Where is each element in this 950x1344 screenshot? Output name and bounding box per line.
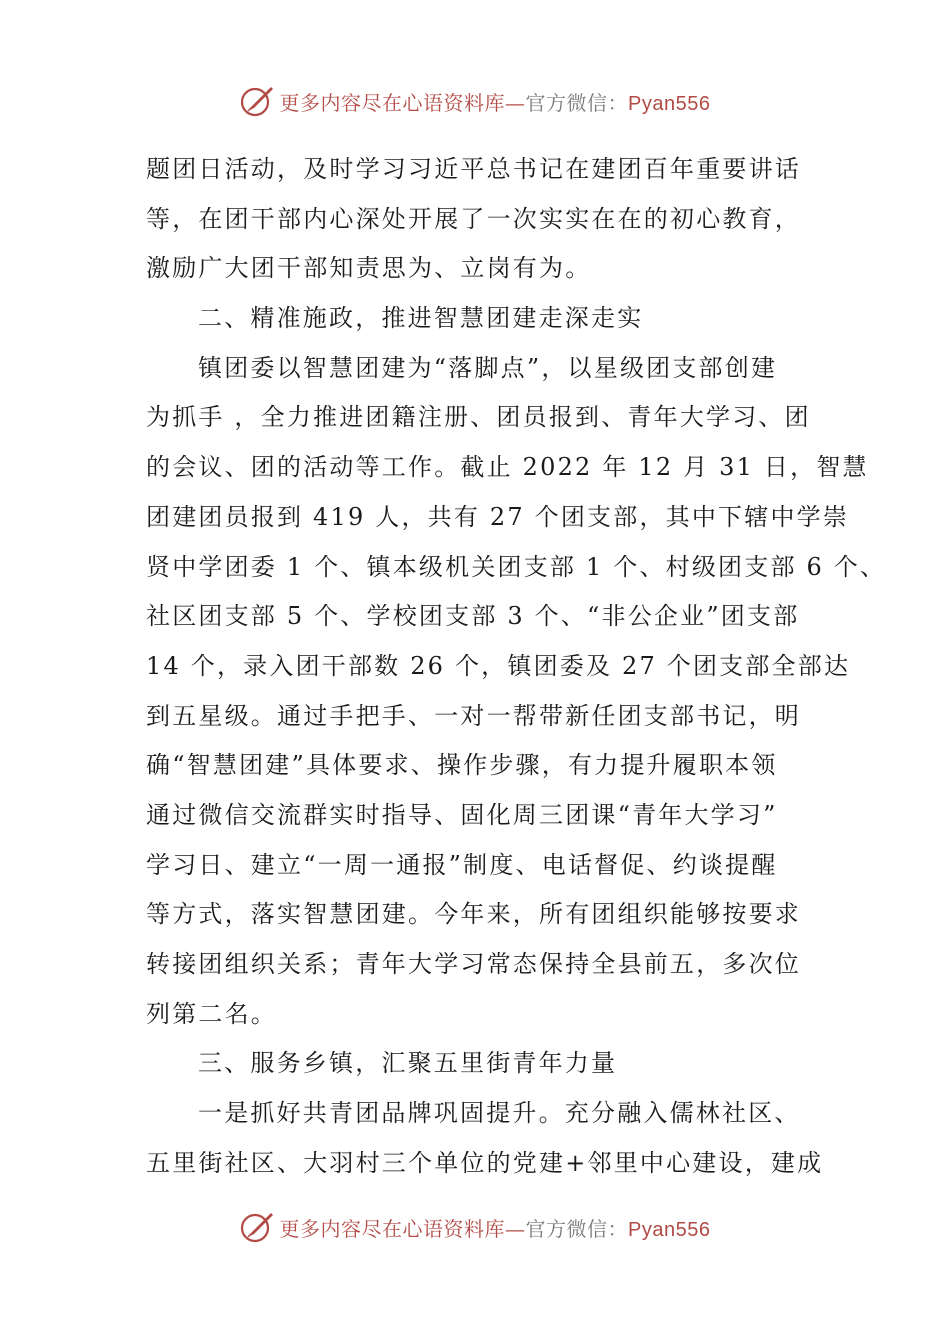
body-line: 贤中学团委 1 个、镇本级机关团支部 1 个、村级团支部 6 个、 [146,552,887,581]
body-line: 社区团支部 5 个、学校团支部 3 个、“非公企业”团支部 [146,602,800,631]
quill-pen-logo-icon [240,84,274,118]
body-line: 到五星级。通过手把手、一对一帮带新任团支部书记，明 [146,701,801,730]
body-line: 等方式，落实智慧团建。今年来，所有团组织能够按要求 [146,900,801,929]
body-line: 14 个，录入团干部数 26 个，镇团委及 27 个团支部全部达 [146,651,851,680]
body-line: 五里街社区、大羽村三个单位的党建+邻里中心建设，建成 [146,1148,824,1177]
watermark-wechat-label: 官方微信： [525,90,629,115]
body-line: 学习日、建立“一周一通报”制度、电话督促、约谈提醒 [146,850,778,879]
document-body [146,145,887,1188]
watermark-wechat-id: Pyan556 [628,92,711,115]
header-watermark [0,84,950,118]
body-line: 题团日活动，及时学习习近平总书记在建团百年重要讲话 [146,155,801,183]
watermark-site-text: 更多内容尽在心语资料库— [279,90,526,115]
body-line: 的会议、团的活动等工作。截止 2022 年 12 月 31 日，智慧 [146,453,869,482]
body-line: 通过微信交流群实时指导、固化周三团课“青年大学习” [146,800,778,829]
paragraph-start: 镇团委以智慧团建为“落脚点”，以星级团支部创建 [198,353,778,382]
watermark-site-text: 更多内容尽在心语资料库— [279,1216,526,1241]
paragraph-start: 一是抓好共青团品牌巩固提升。充分融入儒林社区、 [198,1099,801,1128]
watermark-wechat-id: Pyan556 [628,1218,711,1241]
section-heading: 三、服务乡镇，汇聚五里街青年力量 [198,1049,618,1078]
body-line: 列第二名。 [146,999,277,1028]
footer-watermark [0,1210,950,1244]
body-line: 等，在团干部内心深处开展了一次实实在在的初心教育， [146,204,801,233]
body-line: 为抓手 ，全力推进团籍注册、团员报到、青年大学习、团 [146,403,811,432]
body-line: 确“智慧团建”具体要求、操作步骤，有力提升履职本领 [146,751,778,780]
watermark-text [280,1213,711,1242]
quill-pen-logo-icon [240,1210,274,1244]
section-heading: 二、精准施政，推进智慧团建走深走实 [198,304,644,333]
watermark-text [280,87,711,116]
body-line: 团建团员报到 419 人，共有 27 个团支部，其中下辖中学崇 [146,502,850,531]
watermark-wechat-label: 官方微信： [525,1216,629,1241]
body-line: 转接团组织关系；青年大学习常态保持全县前五，多次位 [146,950,801,978]
body-line: 激励广大团干部知责思为、立岗有为。 [146,254,592,283]
